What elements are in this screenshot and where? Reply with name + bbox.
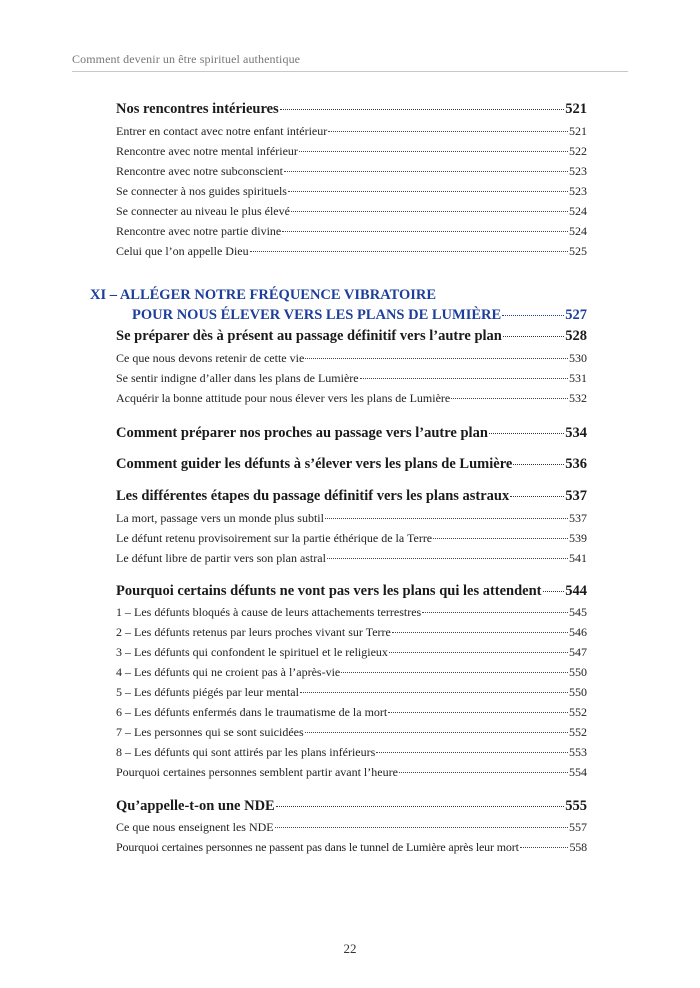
chapter-title-line2: POUR NOUS ÉLEVER VERS LES PLANS DE LUMIÈRE: [132, 307, 502, 323]
page-number: 22: [343, 941, 357, 956]
toc-page-number: 537: [565, 488, 587, 504]
toc-entry-title: Se sentir indigne d’aller dans les plans de Lumière: [116, 371, 359, 385]
toc-leader: [433, 538, 568, 539]
toc-entry-title: 5 – Les défunts piégés par leur mental: [116, 685, 299, 699]
toc-entry[interactable]: [116, 685, 587, 700]
chapter-title-line1[interactable]: XI – ALLÉGER NOTRE FRÉQUENCE VIBRATOIRE: [90, 287, 437, 303]
toc-leader: [305, 358, 568, 359]
toc-entry-title: Entrer en contact avec notre enfant intérieur: [116, 124, 328, 138]
toc-page-number: 521: [569, 124, 587, 138]
toc-page-number: 523: [569, 164, 587, 178]
toc-entry-title: 4 – Les défunts qui ne croient pas à l’après-vie: [116, 665, 341, 679]
toc-entry[interactable]: [116, 551, 587, 566]
toc-entry-title: La mort, passage vers un monde plus subtil: [116, 511, 324, 525]
toc-section-title: Se préparer dès à présent au passage définitif vers l’autre plan: [116, 328, 502, 344]
toc-leader: [305, 732, 568, 733]
toc-leader: [376, 752, 568, 753]
toc-leader: [388, 712, 568, 713]
toc-leader: [280, 109, 565, 110]
toc-section-title: Comment guider les défunts à s’élever vers les plans de Lumière: [116, 456, 513, 472]
toc-leader: [282, 231, 568, 232]
toc-page-number: 539: [569, 531, 587, 545]
toc-entry[interactable]: [116, 840, 587, 855]
toc-page-number: 534: [565, 425, 587, 441]
toc-leader: [502, 315, 564, 316]
toc-page-number: 557: [569, 820, 587, 834]
toc-page-number: 523: [569, 184, 587, 198]
toc-leader: [392, 632, 568, 633]
toc-page-number: 531: [569, 371, 587, 385]
toc-entry[interactable]: [116, 164, 587, 179]
toc-leader: [422, 612, 568, 613]
toc-leader: [360, 378, 568, 379]
toc-entry-title: 8 – Les défunts qui sont attirés par les plans inférieurs: [116, 745, 376, 759]
toc-leader: [451, 398, 568, 399]
toc-entry[interactable]: [116, 371, 587, 386]
toc-page-number: 530: [569, 351, 587, 365]
toc-entry[interactable]: [116, 745, 587, 760]
toc-page-number: 544: [565, 583, 587, 599]
toc-entry-title: 7 – Les personnes qui se sont suicidées: [116, 725, 304, 739]
toc-section[interactable]: [116, 583, 587, 600]
toc-entry-title: Celui que l’on appelle Dieu: [116, 244, 249, 258]
toc-entry-title: Pourquoi certaines personnes semblent partir avant l’heure: [116, 765, 398, 779]
toc-leader: [503, 336, 564, 337]
toc-page-number: 547: [569, 645, 587, 659]
toc-section-title: Nos rencontres intérieures: [116, 101, 279, 117]
toc-leader: [325, 518, 568, 519]
toc-page-number: 553: [569, 745, 587, 759]
toc-leader: [389, 652, 568, 653]
toc-entry[interactable]: [116, 705, 587, 720]
toc-leader: [276, 806, 565, 807]
toc-section[interactable]: [116, 456, 587, 473]
toc-page-number: 545: [569, 605, 587, 619]
toc-section-title: Comment préparer nos proches au passage vers l’autre plan: [116, 425, 488, 441]
toc-entry[interactable]: [116, 244, 587, 259]
toc-entry-title: Se connecter au niveau le plus élevé: [116, 204, 290, 218]
toc-entry[interactable]: [116, 144, 587, 159]
toc-entry-title: Acquérir la bonne attitude pour nous élever vers les plans de Lumière: [116, 391, 451, 405]
toc-entry-title: Rencontre avec notre subconscient: [116, 164, 283, 178]
toc-entry[interactable]: [116, 725, 587, 740]
toc-leader: [520, 847, 569, 848]
toc-entry[interactable]: [116, 224, 587, 239]
toc-entry-title: Rencontre avec notre mental inférieur: [116, 144, 298, 158]
toc-section[interactable]: [116, 101, 587, 118]
toc-section-title: Qu’appelle-t-on une NDE: [116, 798, 275, 814]
toc-leader: [284, 171, 568, 172]
toc-leader: [399, 772, 568, 773]
toc-leader: [300, 692, 568, 693]
toc-leader: [489, 433, 564, 434]
toc-page-number: 524: [569, 224, 587, 238]
toc-entry-title: Ce que nous enseignent les NDE: [116, 820, 274, 834]
toc-page-number: 532: [569, 391, 587, 405]
toc-entry-title: Se connecter à nos guides spirituels: [116, 184, 287, 198]
toc-page-number: 521: [565, 101, 587, 117]
toc-entry-title: 6 – Les défunts enfermés dans le traumatisme de la mort: [116, 705, 388, 719]
toc-entry-title: Le défunt libre de partir vers son plan astral: [116, 551, 326, 565]
toc-entry[interactable]: [116, 124, 587, 139]
toc-leader: [291, 211, 568, 212]
toc-leader: [341, 672, 568, 673]
toc-entry[interactable]: [116, 665, 587, 680]
toc-page-number: 550: [569, 685, 587, 699]
toc-entry[interactable]: [116, 391, 587, 406]
toc-section[interactable]: [116, 328, 587, 345]
toc-entry[interactable]: [116, 605, 587, 620]
toc-page-number: 522: [569, 144, 587, 158]
toc-page-number: 541: [569, 551, 587, 565]
toc-entry[interactable]: [116, 204, 587, 219]
toc-section[interactable]: [116, 798, 587, 815]
toc-page-number: 527: [565, 307, 587, 323]
toc-page-number: 555: [565, 798, 587, 814]
toc-section[interactable]: [116, 488, 587, 505]
toc-leader: [513, 464, 564, 465]
toc-page-number: 524: [569, 204, 587, 218]
toc-entry-title: Rencontre avec notre partie divine: [116, 224, 282, 238]
toc-entry[interactable]: [116, 531, 587, 546]
toc-leader: [288, 191, 568, 192]
running-header: Comment devenir un être spirituel authentique: [72, 52, 301, 66]
toc-page-number: 554: [569, 765, 587, 779]
toc-entry[interactable]: [116, 625, 587, 640]
toc-page-number: 546: [569, 625, 587, 639]
toc-page-number: 525: [569, 244, 587, 258]
toc-section-title: Les différentes étapes du passage définitif vers les plans astraux: [116, 488, 510, 504]
toc-section[interactable]: [116, 425, 587, 442]
toc-entry-title: 2 – Les défunts retenus par leurs proches vivant sur Terre: [116, 625, 391, 639]
toc-page-number: 536: [565, 456, 587, 472]
chapter-entry[interactable]: [132, 307, 587, 324]
toc-entry[interactable]: [116, 820, 587, 835]
toc-page-number: 552: [569, 705, 587, 719]
toc-entry-title: 3 – Les défunts qui confondent le spirituel et le religieux: [116, 645, 388, 659]
toc-entry-title: Pourquoi certaines personnes ne passent pas dans le tunnel de Lumière après leur mort: [116, 840, 519, 854]
toc-page-number: 550: [569, 665, 587, 679]
toc-entry[interactable]: [116, 351, 587, 366]
toc-section-title: Pourquoi certains défunts ne vont pas vers les plans qui les attendent: [116, 583, 542, 599]
toc-entry-title: Ce que nous devons retenir de cette vie: [116, 351, 305, 365]
toc-leader: [543, 591, 565, 592]
toc-entry[interactable]: [116, 645, 587, 660]
toc-entry-title: 1 – Les défunts bloqués à cause de leurs attachements terrestres: [116, 605, 422, 619]
toc-page-number: 528: [565, 328, 587, 344]
toc-page-number: 558: [569, 840, 587, 854]
toc-leader: [275, 827, 568, 828]
toc-leader: [250, 251, 568, 252]
toc-leader: [327, 558, 568, 559]
toc-entry[interactable]: [116, 511, 587, 526]
toc-leader: [510, 496, 564, 497]
toc-page-number: 552: [569, 725, 587, 739]
toc-entry[interactable]: [116, 765, 587, 780]
toc-entry-title: Le défunt retenu provisoirement sur la partie éthérique de la Terre: [116, 531, 433, 545]
toc-leader: [299, 151, 568, 152]
toc-entry[interactable]: [116, 184, 587, 199]
toc-leader: [328, 131, 568, 132]
toc-page-number: 537: [569, 511, 587, 525]
header-rule: [72, 71, 628, 72]
